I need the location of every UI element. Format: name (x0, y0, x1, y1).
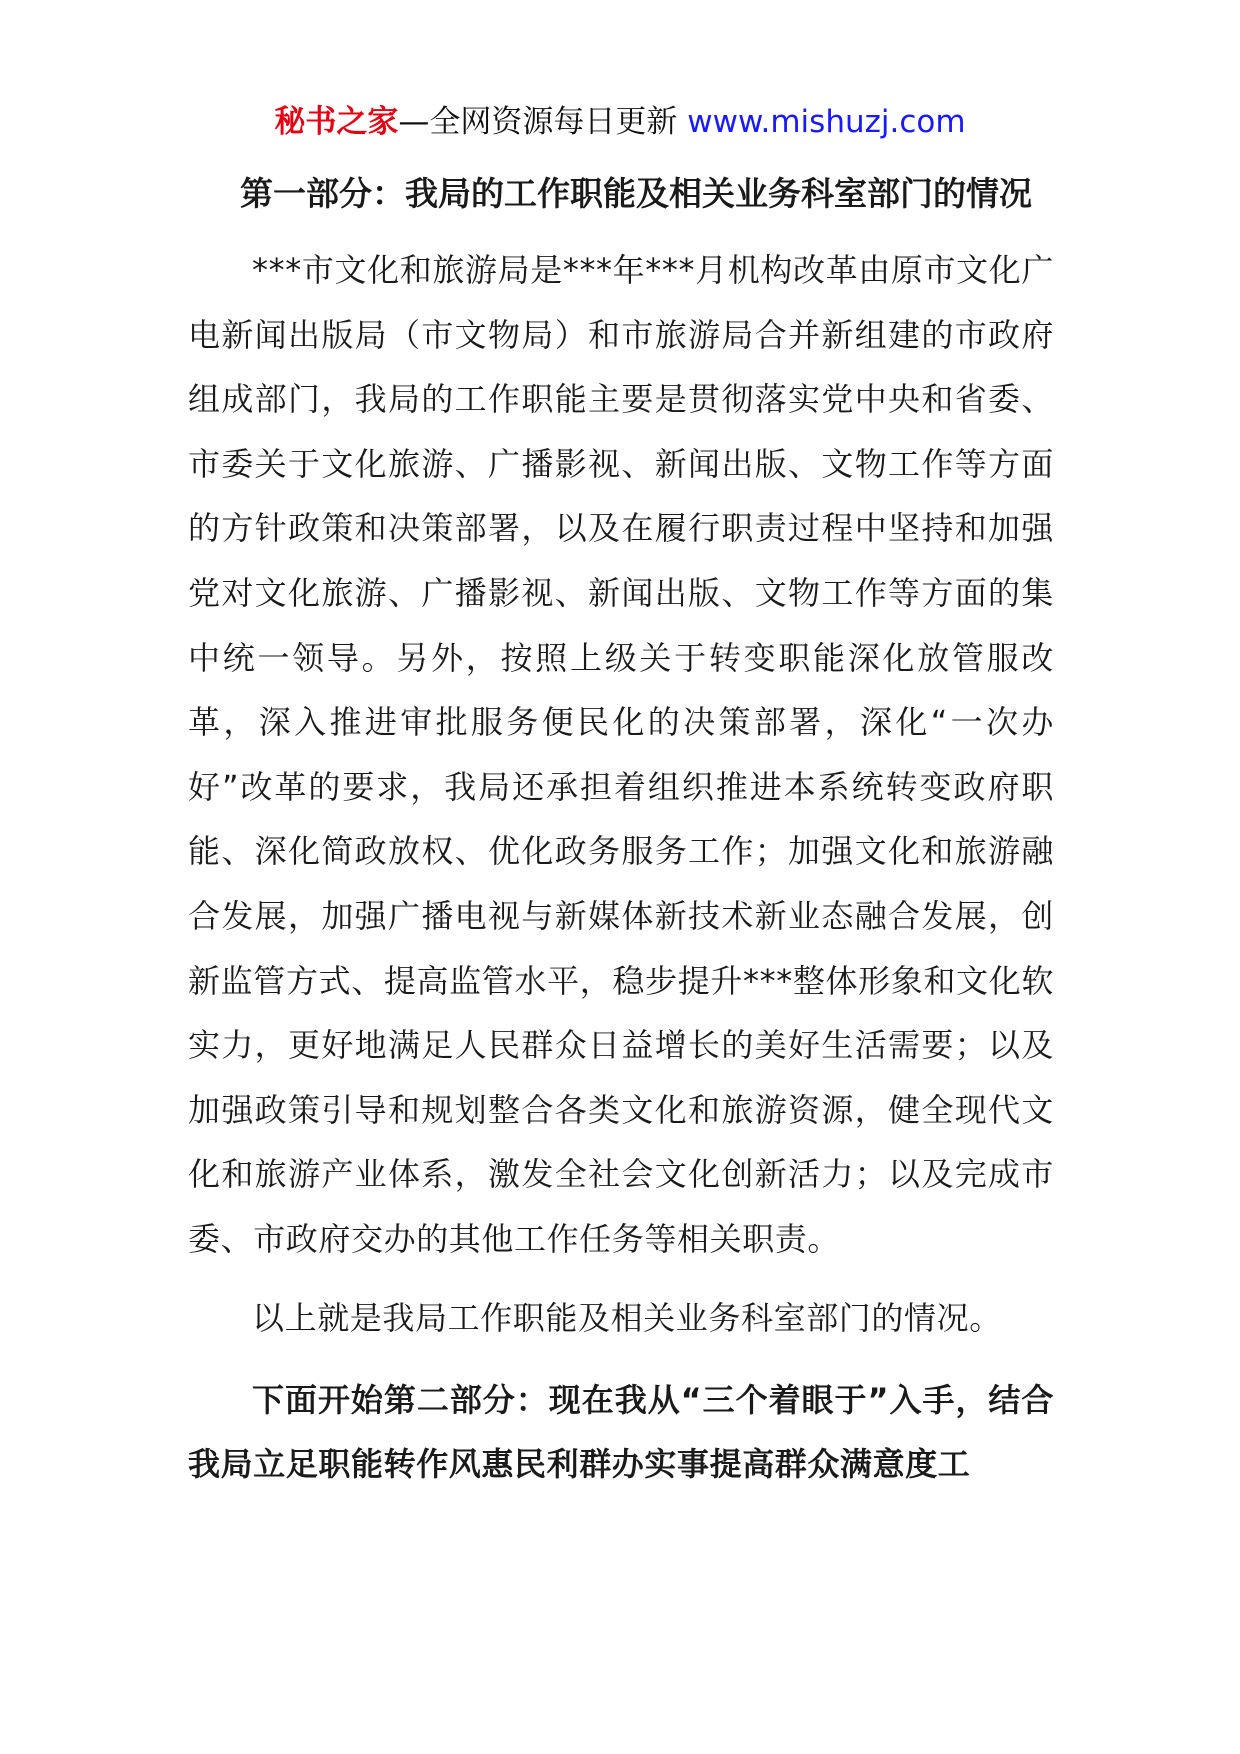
section-heading: 第一部分：我局的工作职能及相关业务科室部门的情况 (240, 174, 1032, 213)
site-url-link[interactable]: www.mishuzj.com (687, 104, 966, 140)
site-header (0, 100, 1240, 144)
header-slogan: —全网资源每日更新 (398, 104, 688, 140)
body-paragraph: ***市文化和旅游局是***年***月机构改革由原市文化广电新闻出版局（市文物局）和市旅游局合并新组建的市政府组成部门，我局的工作职能主要是贯彻落实党中央和省委、市委关于文化旅游、广播影视、新闻出版、文物工作等方面的方针政策和决策部署，以及在履行职责过程中坚持和加强党对文化旅游、广播影视、新闻出版、文物工作等方面的集中统一领导。另外，按照上级关于转变职能深化放管服改革，深入推进审批服务便民化的决策部署，深化“一次办好”改革的要求，我局还承担着组织推进本系统转变政府职能、深化简政放权、优化政务服务工作；加强文化和旅游融合发展，加强广播电视与新媒体新技术新业态融合发展，创新监管方式、提高监管水平，稳步提升***整体形象和文化软实力，更好地满足人民群众日益增长的美好生活需要；以及加强政策引导和规划整合各类文化和旅游资源，健全现代文化和旅游产业体系，激发全社会文化创新活力；以及完成市委、市政府交办的其他工作任务等相关职责。 (188, 251, 1054, 1258)
summary-paragraph: 以上就是我局工作职能及相关业务科室部门的情况。 (252, 1298, 1002, 1337)
brand-name: 秘书之家 (274, 104, 399, 140)
next-section-paragraph: 下面开始第二部分：现在我从“三个着眼于”入手，结合我局立足职能转作风惠民利群办实事提高群众满意度工 (188, 1381, 1054, 1484)
document-body (188, 162, 1054, 1496)
